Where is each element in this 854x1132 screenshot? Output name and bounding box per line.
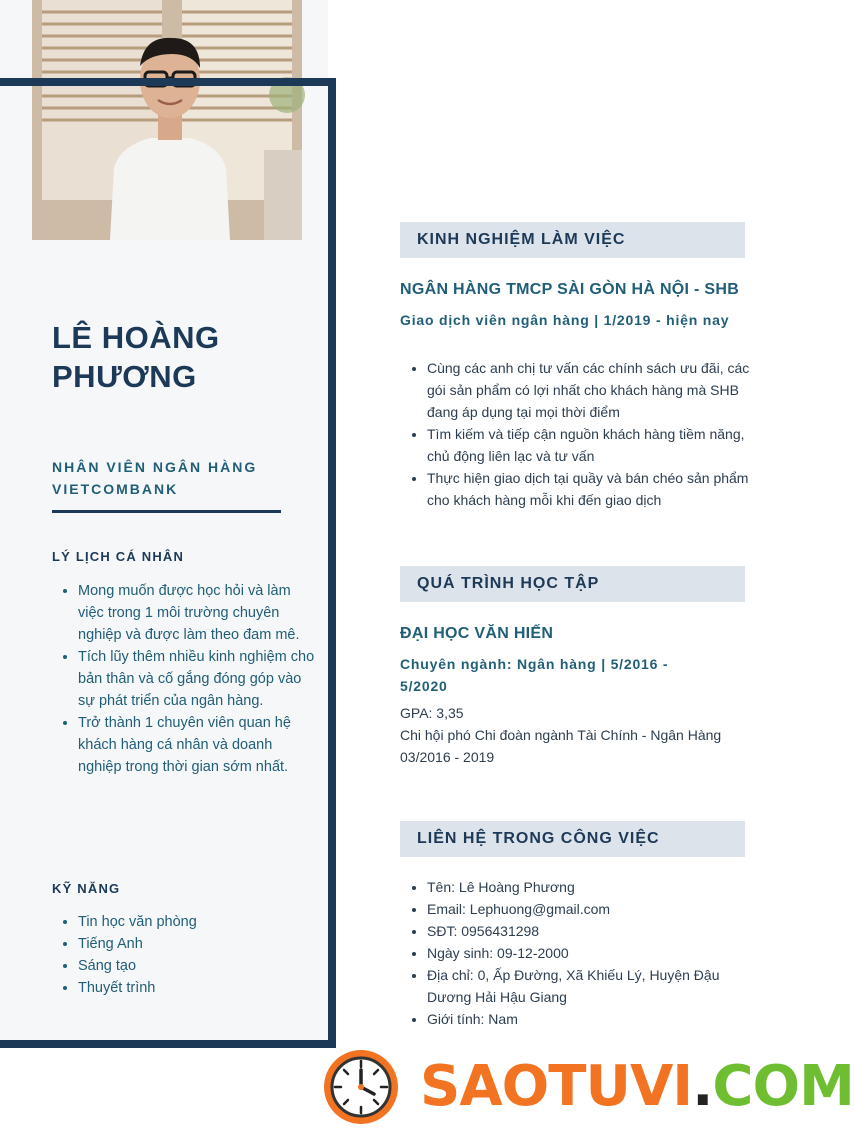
- education-heading: QUÁ TRÌNH HỌC TẬP: [417, 575, 600, 592]
- skill-item: • Tiếng Anh: [78, 933, 318, 955]
- job-role: Giao dịch viên ngân hàng | 1/2019 - hiện nay: [400, 312, 730, 328]
- contact-heading: LIÊN HỆ TRONG CÔNG VIỆC: [417, 830, 660, 847]
- about-item: • Mong muốn được học hỏi và làm việc trong 1 môi trường chuyên nghiệp và được làm theo đam mê.: [78, 580, 318, 646]
- about-item: • Tích lũy thêm nhiều kinh nghiệm cho bản thân và cố gắng đóng góp vào sự phát triển của ngân hàng.: [78, 646, 318, 712]
- skill-item: • Tin học văn phòng: [78, 911, 318, 933]
- skills-heading: KỸ NĂNG: [52, 881, 121, 896]
- major: Chuyên ngành: Ngân hàng | 5/2016 - 5/2020: [400, 656, 669, 694]
- contact-address: • Địa chỉ: 0, Ấp Đường, Xã Khiếu Lý, Huyện Đậu Dương Hải Hậu Giang: [427, 964, 757, 1008]
- person-illustration: [100, 18, 240, 240]
- education-section-header: [400, 566, 745, 602]
- title-divider: [52, 510, 281, 513]
- frame-right-border: [328, 78, 336, 1048]
- skill-item: • Sáng tạo: [78, 955, 318, 977]
- contact-email: • Email: Lephuong@gmail.com: [427, 898, 757, 920]
- experience-item: • Thực hiện giao dịch tại quầy và bán chéo sản phẩm cho khách hàng mỗi khi đến giao dịch: [427, 467, 757, 511]
- contact-list: [400, 876, 757, 1030]
- contact-birthday: • Ngày sinh: 09-12-2000: [427, 942, 757, 964]
- experience-item: • Tìm kiếm và tiếp cận nguồn khách hàng tiềm năng, chủ động liên lạc và tư vấn: [427, 423, 757, 467]
- gpa: GPA: 3,35: [400, 705, 464, 721]
- about-list: [52, 580, 318, 778]
- clock-icon: [322, 1048, 400, 1126]
- watermark-dot: .: [692, 1054, 713, 1119]
- activity: Chi hội phó Chi đoàn ngành Tài Chính - Ngân Hàng: [400, 727, 722, 743]
- experience-item: • Cùng các anh chị tư vấn các chính sách ưu đãi, các gói sản phẩm có lợi nhất cho khách hàng mà SHB đang áp dụng tại mọi thời điểm: [427, 357, 757, 423]
- frame-bottom-border: [0, 1040, 336, 1048]
- contact-name: • Tên: Lê Hoàng Phương: [427, 876, 757, 898]
- school-name: ĐẠI HỌC VĂN HIẾN: [400, 625, 554, 642]
- experience-heading: KINH NGHIỆM LÀM VIỆC: [417, 231, 626, 248]
- employer-name: NGÂN HÀNG TMCP SÀI GÒN HÀ NỘI - SHB: [400, 281, 740, 298]
- about-item: • Trở thành 1 chuyên viên quan hệ khách hàng cá nhân và doanh nghiệp trong thời gian sớm nhất.: [78, 712, 318, 778]
- contact-gender: • Giới tính: Nam: [427, 1008, 757, 1030]
- profile-photo: [32, 0, 302, 240]
- watermark-tld: COM: [712, 1054, 854, 1119]
- frame-top-border: [0, 78, 336, 86]
- watermark-main: SAOTUVI: [420, 1054, 693, 1119]
- job-title: NHÂN VIÊN NGÂN HÀNG VIETCOMBANK: [52, 459, 258, 497]
- skill-item: • Thuyết trình: [78, 977, 318, 999]
- experience-list: [400, 357, 757, 511]
- contact-section-header: [400, 821, 745, 857]
- candidate-name: LÊ HOÀNG PHƯƠNG: [52, 320, 220, 394]
- skills-list: [52, 911, 318, 999]
- watermark-text: [420, 1052, 854, 1122]
- activity-period: 03/2016 - 2019: [400, 749, 495, 765]
- experience-section-header: [400, 222, 745, 258]
- contact-phone: • SĐT: 0956431298: [427, 920, 757, 942]
- about-heading: LÝ LỊCH CÁ NHÂN: [52, 549, 185, 564]
